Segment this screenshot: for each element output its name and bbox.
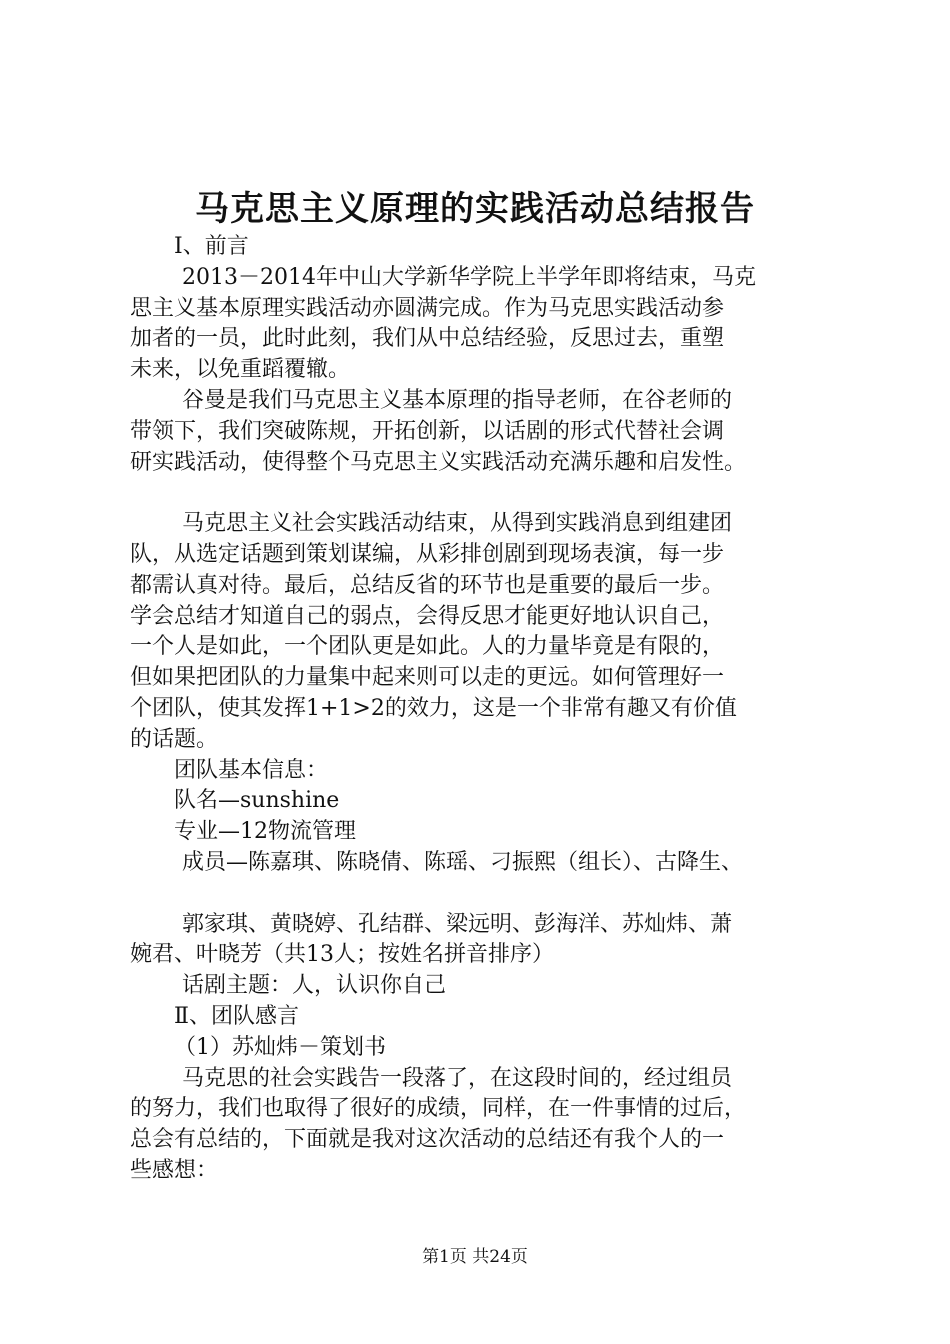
blank-line [130,478,850,509]
paragraph-line: 总会有总结的，下面就是我对这次活动的总结还有我个人的一 [130,1127,725,1153]
team-info-heading: 团队基本信息： [174,757,329,783]
paragraph-line: 但如果把团队的力量集中起来则可以走的更远。如何管理好一 [130,665,725,691]
section-heading-preface: Ⅰ、前言 [174,234,249,259]
paragraph-line: 加者的一员，此时此刻，我们从中总结经验，反思过去，重塑 [130,326,725,352]
paragraph-line: 都需认真对待。最后，总结反省的环节也是重要的最后一步。 [130,572,725,598]
paragraph-line: 带领下，我们突破陈规，开拓创新，以话剧的形式代替社会调 [130,418,725,444]
page-number-footer: 第1页 共24页 [422,1247,528,1267]
team-members-line: 婉君、叶晓芳（共13人；按姓名拼音排序） [130,942,554,968]
paragraph-line: 的话题。 [130,726,219,752]
paragraph-line: 思主义基本原理实践活动亦圆满完成。作为马克思实践活动参 [130,295,725,321]
paragraph-line: 一个人是如此，一个团队更是如此。人的力量毕竟是有限的， [130,634,725,660]
team-name: 队名—sunshine [174,788,340,814]
paragraph-line: 队，从选定话题到策划谋编，从彩排创剧到现场表演，每一步 [130,541,725,567]
subsection-heading: （1）苏灿炜－策划书 [174,1034,386,1060]
paragraph-line: 马克思的社会实践告一段落了，在这段时间的，经过组员 [182,1065,733,1091]
paragraph-line: 未来，以免重蹈覆辙。 [130,357,351,383]
blank-line [130,879,850,910]
paragraph-line: 学会总结才知道自己的弱点，会得反思才能更好地认识自己， [130,603,725,629]
team-members-line: 成员—陈嘉琪、陈晓倩、陈瑶、刁振熙（组长）、古降生、 [182,849,744,875]
document-body [130,232,850,1187]
team-major: 专业—12物流管理 [174,819,356,845]
paragraph-line: 马克思主义社会实践活动结束，从得到实践消息到组建团 [182,511,733,537]
paragraph-line: 个团队，使其发挥1+1>2的效力，这是一个非常有趣又有价值 [130,695,737,721]
paragraph-line: 谷曼是我们马克思主义基本原理的指导老师，在谷老师的 [182,387,733,413]
paragraph-line: 2013－2014年中山大学新华学院上半学年即将结束，马克 [182,264,756,290]
paragraph-line: 的努力，我们也取得了很好的成绩，同样，在一件事情的过后， [130,1096,747,1122]
document-title: 马克思主义原理的实践活动总结报告 [195,189,755,229]
section-heading-team-remarks: Ⅱ、团队感言 [174,1003,299,1029]
team-members-line: 郭家琪、黄晓婷、孔结群、梁远明、彭海洋、苏灿炜、萧 [182,911,733,937]
drama-theme: 话剧主题：人，认识你自己 [182,973,447,999]
paragraph-line: 些感想： [130,1157,219,1183]
paragraph-line: 研实践活动，使得整个马克思主义实践活动充满乐趣和启发性。 [130,449,747,475]
